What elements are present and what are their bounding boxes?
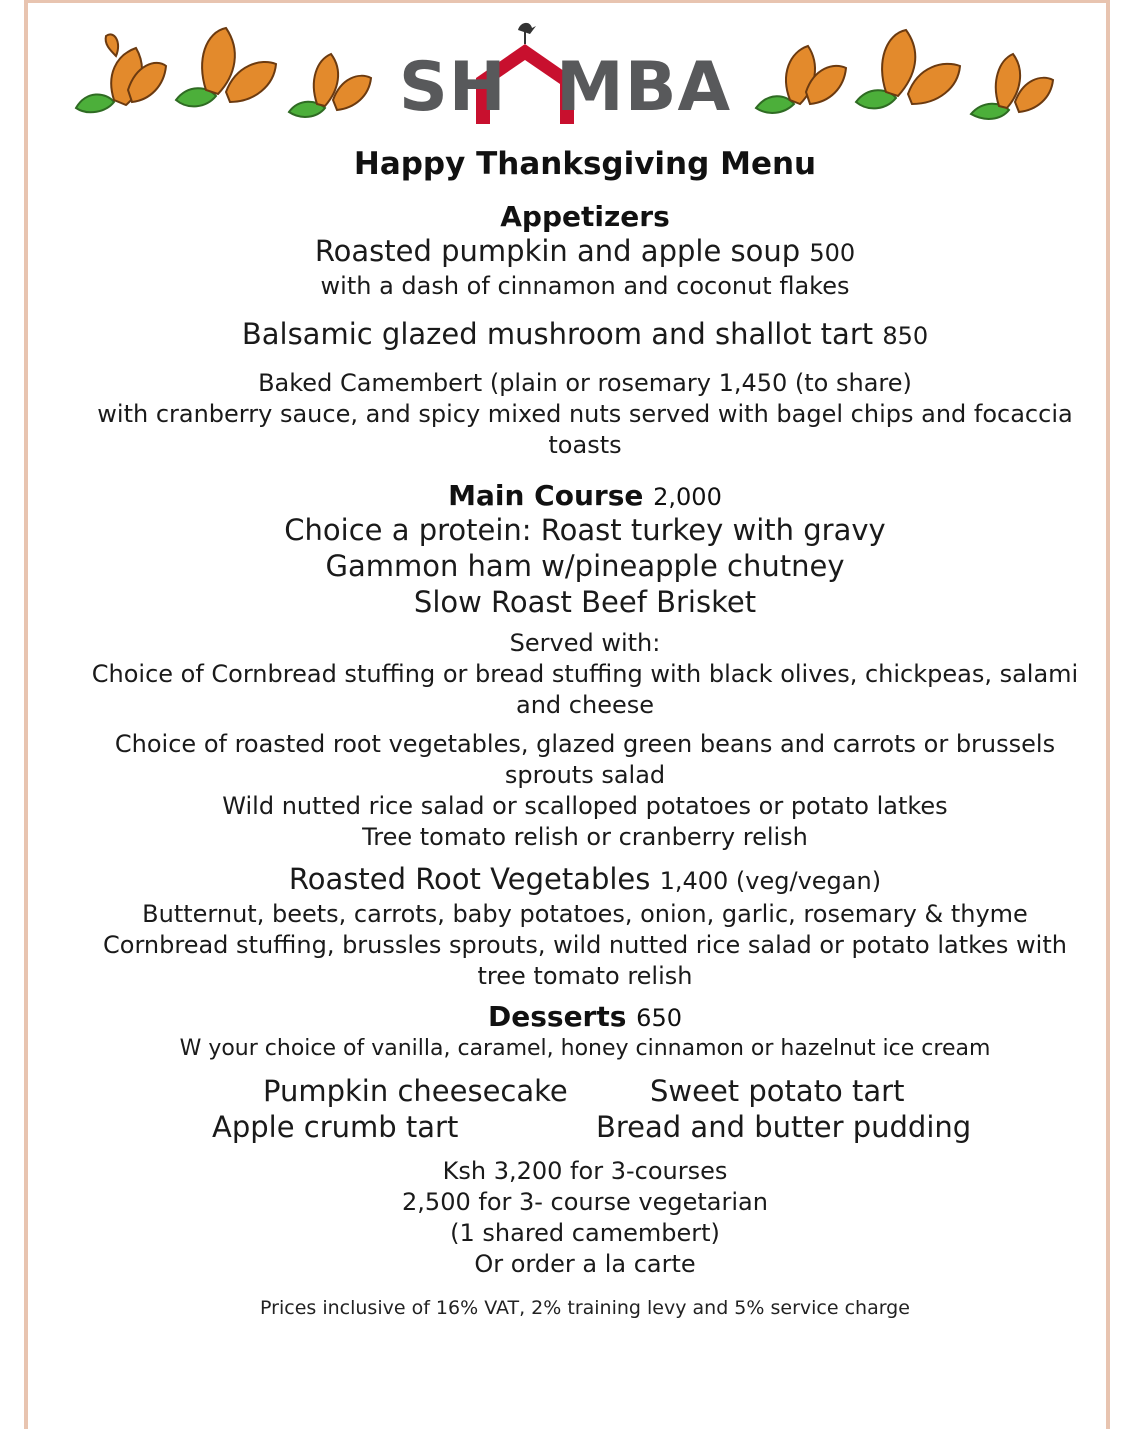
footer-note: Prices inclusive of 16% VAT, 2% training levy and 5% service charge — [260, 1297, 910, 1319]
frame-left-border — [24, 0, 28, 1429]
vegetables-line-1: Choice of roasted root vegetables, glazed green beans and carrots or brussels — [114, 730, 1056, 758]
desserts-title: Desserts — [488, 1000, 627, 1033]
tart-name: Balsamic glazed mushroom and shallot tart — [241, 317, 874, 351]
relish-line: Tree tomato relish or cranberry relish — [362, 823, 808, 851]
main-course-title: Main Course — [448, 479, 644, 512]
brand-name: SH MBA — [398, 48, 732, 127]
protein-option-3: Slow Roast Beef Brisket — [413, 585, 757, 619]
dessert-sweet-potato-tart: Sweet potato tart — [650, 1074, 905, 1108]
leaf-cluster-3-icon — [289, 54, 371, 117]
pricing-line-4: Or order a la carte — [474, 1250, 696, 1278]
root-vegetables-item — [60, 861, 1110, 899]
leaf-cluster-2-icon — [176, 28, 276, 106]
dessert-list — [60, 1074, 1110, 1148]
rice-line: Wild nutted rice salad or scalloped potatoes or potato latkes — [222, 792, 948, 820]
autumn-leaves-right-icon — [750, 20, 1070, 130]
appetizers-heading — [60, 200, 1110, 233]
pricing-line-2: 2,500 for 3- course vegetarian — [402, 1188, 768, 1216]
leaf-cluster-5-icon — [856, 30, 960, 108]
tart-item — [60, 316, 1110, 354]
pricing-line-1: Ksh 3,200 for 3-courses — [442, 1157, 728, 1185]
appetizers-title: Appetizers — [500, 200, 670, 233]
menu-title: Happy Thanksgiving Menu — [353, 146, 817, 182]
camembert-line-2: with cranberry sauce, and spicy mixed nuts served with bagel chips and focaccia — [97, 400, 1073, 428]
menu-content — [60, 140, 1110, 1322]
dessert-pumpkin-cheesecake: Pumpkin cheesecake — [263, 1074, 568, 1108]
desserts-price: 650 — [636, 1004, 682, 1032]
root-vegetables-price: 1,400 (veg/vegan) — [659, 867, 882, 895]
pricing-line-3: (1 shared camembert) — [450, 1219, 720, 1247]
soup-price: 500 — [809, 239, 856, 267]
leaf-cluster-1-icon — [76, 34, 166, 112]
shamba-logo — [380, 20, 750, 130]
soup-item — [60, 233, 1110, 271]
tart-price: 850 — [882, 322, 929, 350]
stuffing-line-1: Choice of Cornbread stuffing or bread stuffing with black olives, chickpeas, salami — [91, 660, 1079, 688]
root-vegetables-line-2: Cornbread stuffing, brussles sprouts, wild nutted rice salad or potato latkes with — [103, 931, 1067, 959]
root-vegetables-line-3: tree tomato relish — [477, 962, 693, 990]
frame-top — [24, 0, 1110, 3]
root-vegetables-name: Roasted Root Vegetables — [288, 862, 651, 896]
leaf-cluster-6-icon — [971, 54, 1053, 119]
desserts-heading — [60, 1000, 1110, 1033]
camembert-line-3: toasts — [548, 431, 622, 459]
menu-header — [60, 12, 1070, 130]
root-vegetables-line-1: Butternut, beets, carrots, baby potatoes, onion, garlic, rosemary & thyme — [142, 900, 1028, 928]
served-with-label: Served with: — [509, 629, 661, 657]
autumn-leaves-left-icon — [66, 20, 376, 130]
dessert-apple-crumb-tart: Apple crumb tart — [212, 1110, 459, 1144]
stuffing-line-2: and cheese — [516, 691, 654, 719]
soup-name: Roasted pumpkin and apple soup — [314, 234, 801, 268]
main-course-heading — [60, 479, 1110, 512]
main-course-price: 2,000 — [653, 483, 722, 511]
leaf-cluster-4-icon — [756, 46, 846, 113]
dessert-bread-butter-pudding: Bread and butter pudding — [596, 1110, 972, 1144]
soup-description: with a dash of cinnamon and coconut flakes — [320, 272, 850, 300]
vegetables-line-2: sprouts salad — [504, 761, 666, 789]
protein-option-2: Gammon ham w/pineapple chutney — [325, 549, 845, 583]
desserts-description: W your choice of vanilla, caramel, honey cinnamon or hazelnut ice cream — [179, 1036, 991, 1061]
protein-option-1: Choice a protein: Roast turkey with gravy — [284, 513, 886, 547]
camembert-line-1: Baked Camembert (plain or rosemary 1,450 (to share) — [258, 369, 912, 397]
